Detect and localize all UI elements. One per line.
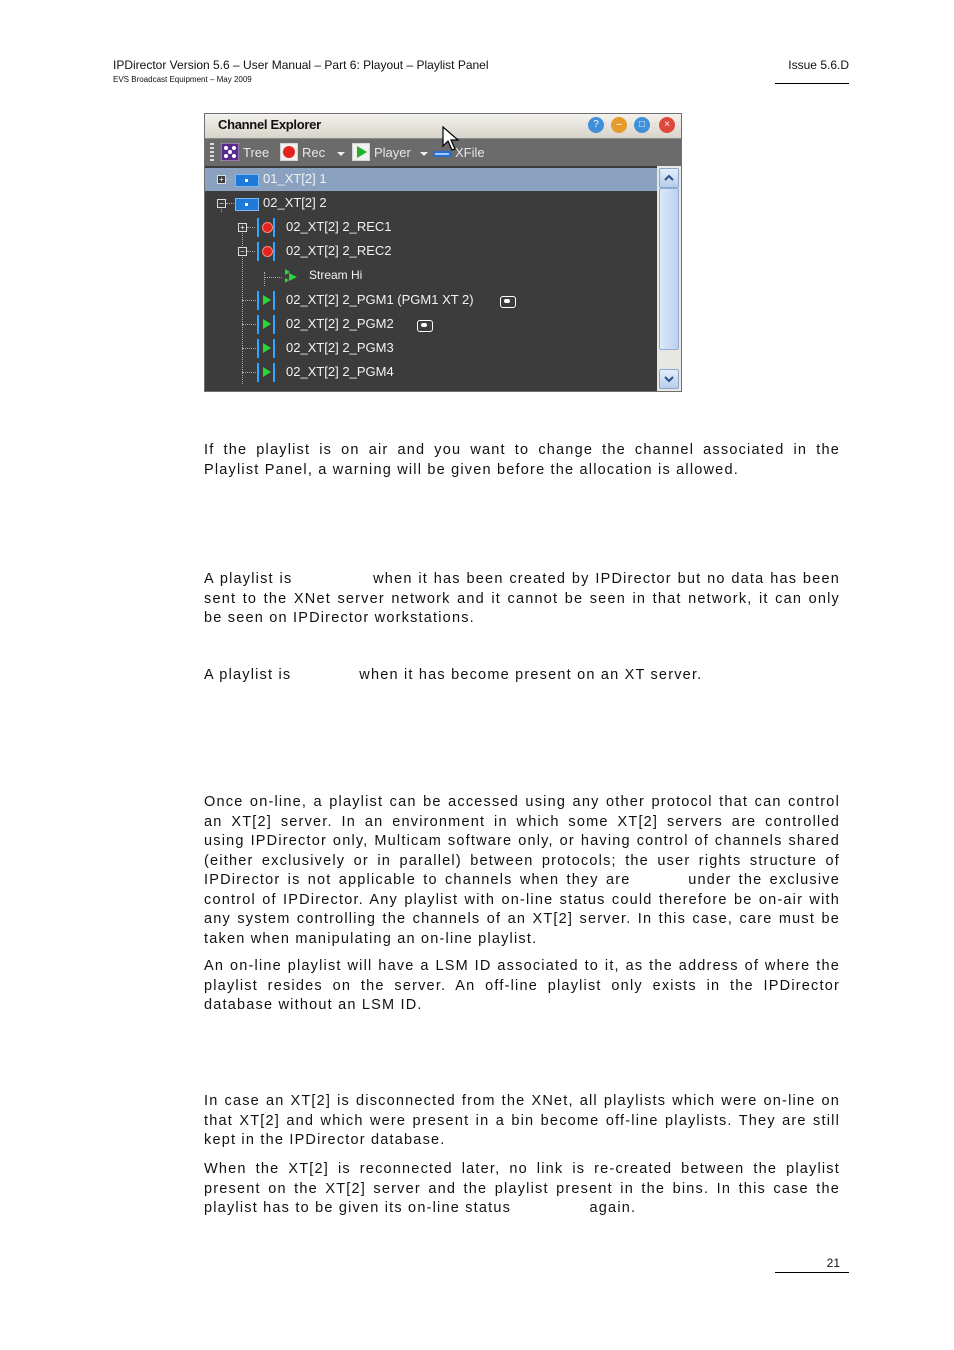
tree-item-channel-1[interactable] [205, 168, 657, 191]
player-button[interactable] [352, 143, 420, 162]
tree-item-stream[interactable] [205, 264, 657, 287]
header-issue: Issue 5.6.D [788, 58, 849, 72]
tree-scrollbar[interactable] [657, 166, 681, 391]
controller-link-icon [500, 296, 516, 308]
collapse-minus-icon[interactable]: − [217, 199, 226, 208]
tree-guide-line [226, 179, 234, 180]
tree-item-label: 02_XT[2] 2_PGM1 (PGM1 XT 2) [286, 292, 474, 307]
toolbar-grip-icon[interactable] [210, 143, 214, 163]
rec-dropdown-chevron-icon[interactable] [337, 152, 345, 156]
tree-button-label: Tree [243, 145, 270, 160]
maximize-icon[interactable]: □ [634, 117, 650, 133]
tree-item-pgm4[interactable] [205, 361, 657, 384]
player-dropdown-chevron-icon[interactable] [420, 152, 428, 156]
tree-guide-line [242, 372, 256, 373]
xfile-button-label: XFile [455, 145, 485, 160]
tree-item-label: 02_XT[2] 2_PGM2 [286, 316, 394, 331]
minimize-icon[interactable]: – [611, 117, 627, 133]
tree-item-pgm2[interactable] [205, 313, 657, 336]
tree-item-channel-2[interactable] [205, 192, 657, 215]
header-rule [775, 83, 849, 84]
tree-guide-line [242, 300, 256, 301]
rec-button-label: Rec [302, 145, 326, 160]
tree-item-label: 01_XT[2] 1 [263, 171, 327, 186]
server-channel-icon [235, 198, 259, 211]
help-icon[interactable]: ? [588, 117, 604, 133]
channel-tree [205, 166, 657, 391]
tree-item-label: 02_XT[2] 2_PGM4 [286, 364, 394, 379]
record-port-icon [257, 242, 275, 261]
channel-explorer-title: Channel Explorer [218, 117, 321, 132]
paragraph-channel-warning: If the playlist is on air and you want to change the channel associated in the Playlist Panel, a warning will be given before the allocation is allowed. [204, 442, 840, 478]
expand-plus-icon[interactable]: + [238, 223, 247, 232]
tree-icon [221, 143, 239, 161]
paragraph-offline-definition: A playlist is when it has been created by IPDirector but no data has been sent to the XNet server network and it cannot be seen in that network, it can only be seen on IPDirector workstations. [204, 571, 846, 626]
header-title: IPDirector Version 5.6 – User Manual – Part 6: Playout – Playlist Panel [113, 58, 489, 72]
scroll-up-icon[interactable] [659, 168, 679, 188]
paragraph-lsm-id: An on-line playlist will have a LSM ID associated to it, as the address of where the playlist resides on the server. An off-line playlist only exists in the IPDirector database without an LSM ID. [204, 958, 840, 1013]
scroll-down-icon[interactable] [659, 369, 679, 389]
tree-item-rec1[interactable] [205, 216, 657, 239]
player-port-icon [257, 339, 275, 358]
collapse-minus-icon[interactable]: − [238, 247, 247, 256]
footer-rule [775, 1272, 849, 1273]
player-port-icon [257, 291, 275, 310]
tree-item-label: Stream Hi [309, 268, 363, 282]
tree-button[interactable] [221, 143, 279, 162]
tree-guide-line [226, 203, 234, 204]
close-icon[interactable]: × [659, 117, 675, 133]
paragraph-online-definition: A playlist is when it has become present on an XT server. [204, 667, 703, 683]
paragraph-reconnection: When the XT[2] is reconnected later, no link is re-created between the playlist present on the XT[2] server and the playlist present in the bins. In this case the playlist has to be given its on-line status again. [204, 1161, 846, 1216]
tree-guide-line [242, 348, 256, 349]
tree-item-label: 02_XT[2] 2 [263, 195, 327, 210]
player-port-icon [257, 315, 275, 334]
play-icon [352, 143, 370, 161]
tree-item-label: 02_XT[2] 2_REC1 [286, 219, 392, 234]
mouse-cursor-icon [442, 126, 462, 152]
player-button-label: Player [374, 145, 411, 160]
tree-item-rec2[interactable] [205, 240, 657, 263]
page-number: 21 [826, 1256, 840, 1270]
scrollbar-thumb[interactable] [659, 188, 679, 350]
paragraph-disconnection: In case an XT[2] is disconnected from the XNet, all playlists which were on-line on that XT[2] and which were present in a bin become off-line playlists. They are still kept in the IPDirector database. [204, 1093, 840, 1148]
stream-icon [284, 268, 300, 284]
tree-guide-line [242, 324, 256, 325]
expand-plus-icon[interactable]: + [217, 175, 226, 184]
tree-item-pgm3[interactable] [205, 337, 657, 360]
controller-link-icon [417, 320, 433, 332]
record-port-icon [257, 218, 275, 237]
record-icon [280, 143, 298, 161]
tree-guide-line [264, 277, 282, 278]
player-port-icon [257, 363, 275, 382]
tree-guide-line [247, 227, 255, 228]
tree-guide-line [247, 251, 255, 252]
channel-explorer-window [204, 113, 682, 392]
tree-item-label: 02_XT[2] 2_REC2 [286, 243, 392, 258]
page-header [113, 58, 713, 85]
header-subtitle: EVS Broadcast Equipment – May 2009 [113, 75, 252, 84]
tree-item-pgm1[interactable] [205, 289, 657, 312]
server-channel-icon [235, 174, 259, 187]
tree-item-label: 02_XT[2] 2_PGM3 [286, 340, 394, 355]
paragraph-online-access: Once on-line, a playlist can be accessed using any other protocol that can control an XT[2] server. In an environment in which some XT[2] servers are controlled using IPDirector only, Multicam software only, or having control of channels shared (either exclusively or in parallel) between protocols; the user rights structure of IPDirector is not applicable to channels when they are under the exclusive control of IPDirector. Any playlist with on-line status could therefore be on-air with any system controlling the channels of an XT[2] server. In this case, care must be taken when manipulating an on-line playlist. [204, 794, 846, 947]
rec-button[interactable] [280, 143, 332, 162]
